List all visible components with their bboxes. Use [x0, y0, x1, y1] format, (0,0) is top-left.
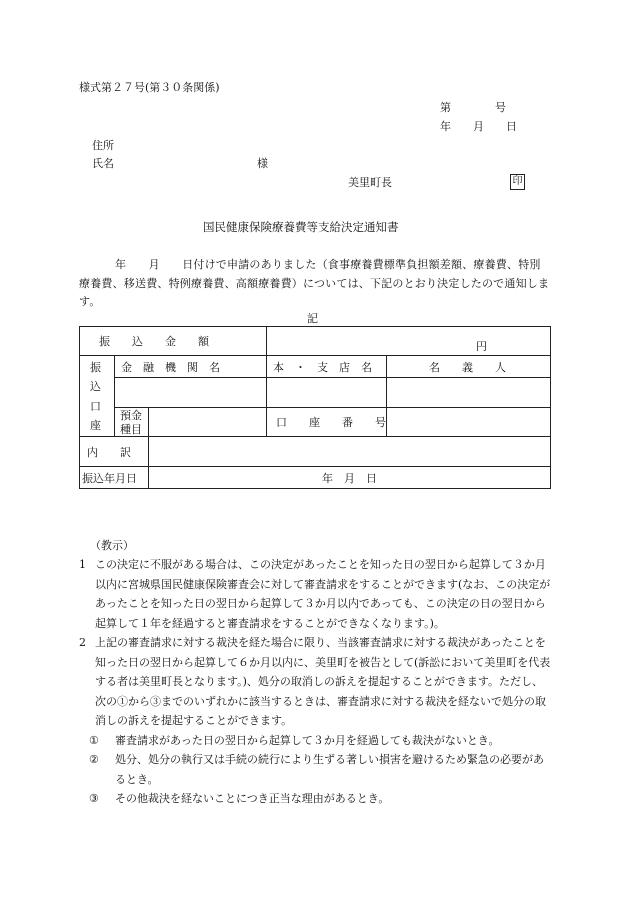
- note-sub-item-2-number: ②: [89, 753, 99, 766]
- deposit-type-label-2: 種目: [120, 423, 142, 436]
- breakdown-label: 内 訳: [87, 446, 131, 459]
- honorific: 様: [257, 157, 268, 170]
- account-label-3: 口: [90, 400, 101, 413]
- note-sub-item-1: [79, 731, 551, 751]
- transfer-date-label: 振込年月日: [82, 472, 137, 485]
- account-label-4: 座: [90, 419, 101, 432]
- note-sub-item-3-text: その他裁決を経ないことにつき正当な理由があるとき。: [115, 792, 390, 805]
- account-label-1: 振: [90, 361, 101, 374]
- yen-label: 円: [476, 340, 487, 353]
- ki-label: 記: [307, 312, 318, 325]
- document-number-label: 第 号: [440, 101, 506, 114]
- body-paragraph: 年 月 日付けで申請のありました（食事療養費標準負担額差額、療養費、特別療養費、移送費、特例療養費、高額療養費）については、下記のとおり決定したので通知します。: [79, 258, 550, 308]
- issue-date-label: 年 月 日: [440, 120, 517, 133]
- deposit-type-label-1: 預金: [120, 409, 142, 422]
- bank-name-header: 金 融 機 関 名: [121, 361, 220, 374]
- transfer-date-placeholder: 年 月 日: [322, 472, 377, 485]
- note-sub-item-2-text: 処分、処分の執行又は手続の続行により生ずる著しい損害を避けるため緊急の必要があるとき。: [115, 753, 544, 786]
- issuer-name: 美里町長: [348, 176, 392, 189]
- transfer-table: [79, 326, 551, 489]
- form-number: 様式第２７号(第３０条関係): [79, 81, 220, 94]
- note-item-1-text: この決定に不服がある場合は、この決定があったことを知った日の翌日から起算して３か月以内に宮城県国民健康保険審査会に対して審査請求をすることができます(なお、この決定があったことを知った日の翌日から起算して３か月以内であっても、この決定の日の翌日から起算して１年を経過すると審査請求をすることができなくなります。)。: [95, 558, 551, 630]
- note-sub-item-3-number: ③: [89, 792, 99, 805]
- seal-stamp: 印: [510, 174, 525, 190]
- note-item-2-number: 2: [79, 636, 86, 649]
- note-item-1-number: 1: [79, 558, 86, 571]
- note-sub-item-3: [79, 789, 551, 809]
- notes-heading: （教示）: [90, 539, 134, 552]
- account-number-header: 口 座 番 号: [276, 416, 386, 429]
- branch-name-header: 本 ・ 支 店 名: [273, 361, 372, 374]
- note-item-2: [79, 633, 551, 731]
- note-sub-item-2: [79, 750, 551, 789]
- account-holder-header: 名 義 人: [429, 361, 506, 374]
- notes-section: [79, 555, 551, 809]
- name-label: 氏名: [92, 157, 114, 170]
- transfer-amount-label: 振 込 金 額: [99, 335, 209, 348]
- note-item-1: [79, 555, 551, 633]
- note-sub-item-1-number: ①: [89, 733, 99, 747]
- account-label-2: 込: [90, 380, 101, 393]
- document-title: 国民健康保険療養費等支給決定通知書: [203, 220, 399, 234]
- note-item-2-text: 上記の審査請求に対する裁決を経た場合に限り、当該審査請求に対する裁決があったことを知った日の翌日から起算して６か月以内に、美里町を被告として(訴訟において美里町を代表する者は美里町長となります。)、処分の取消しの訴えを提起することができます。ただし、次の①から③までのいずれかに該当するときは、審査請求に対する裁決を経ないで処分の取消しの訴えを提起することができます。: [95, 636, 551, 727]
- note-sub-item-1-text: 審査請求があった日の翌日から起算して３か月を経過しても裁決がないとき。: [115, 733, 500, 747]
- address-label: 住所: [92, 139, 114, 152]
